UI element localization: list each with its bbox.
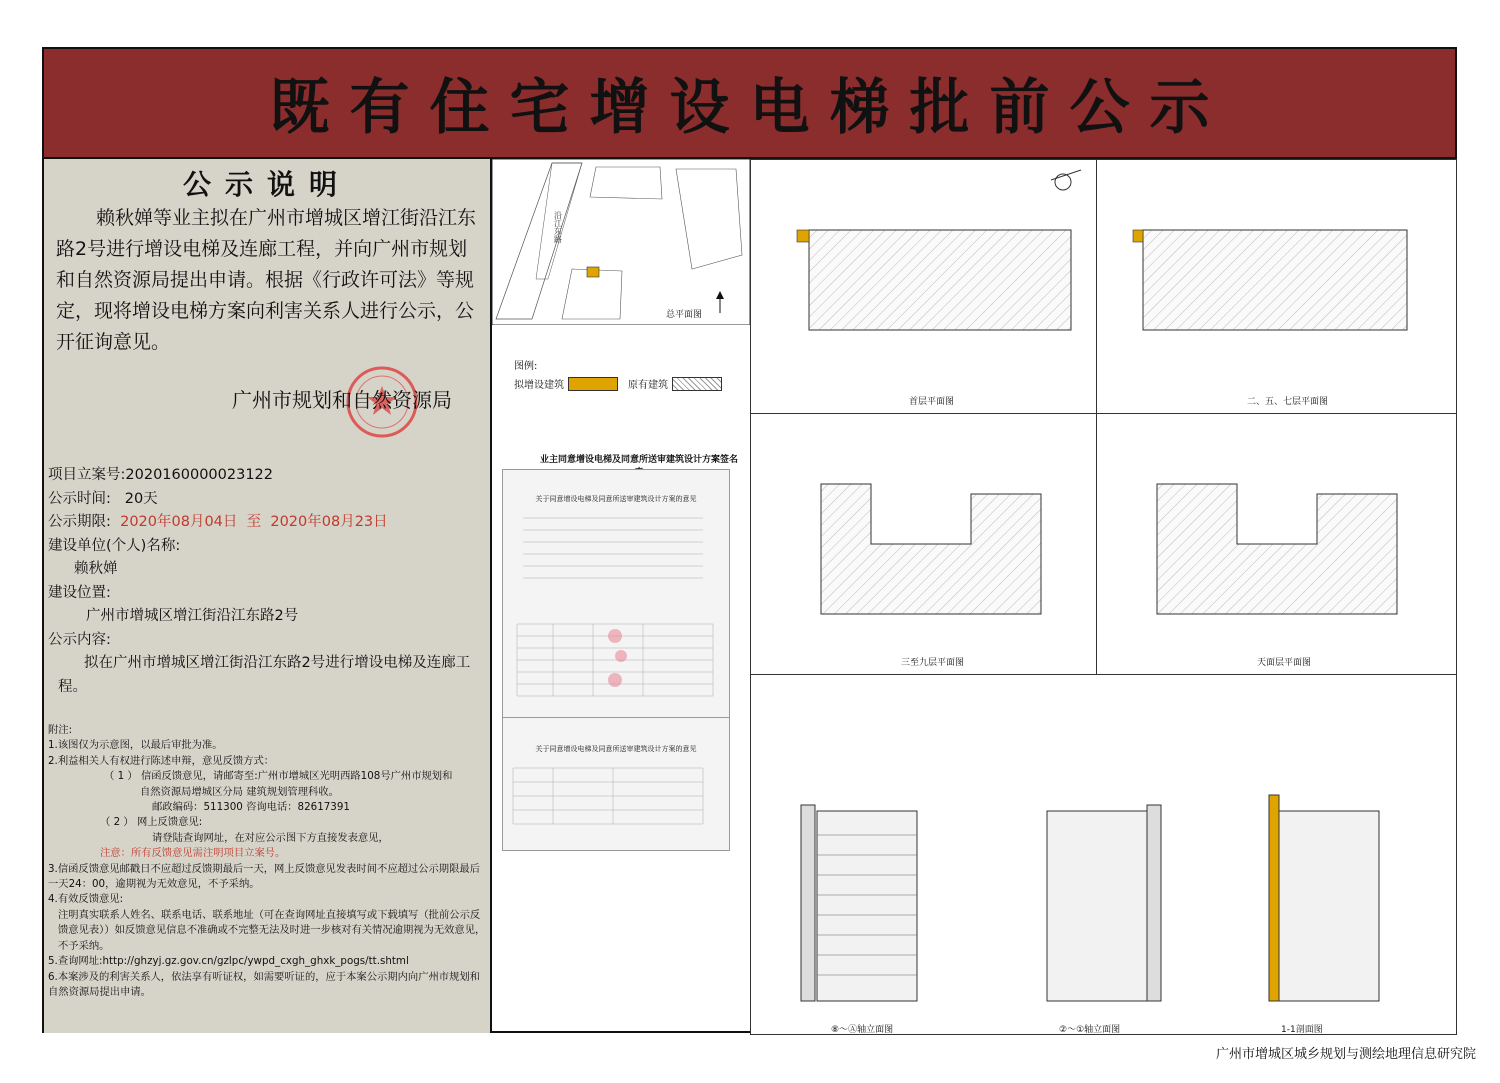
notice-heading: 公示说明: [182, 168, 351, 201]
elevation-1-label: ⑧～Ⓐ轴立面图: [831, 1025, 894, 1035]
range-end: 2020年08月23日: [270, 514, 388, 530]
plan-roof-drawing: [1097, 414, 1456, 644]
section-label: 1-1剖面图: [1281, 1025, 1323, 1035]
unit-value: 赖秋婵: [74, 561, 118, 577]
legend-new-label: 拟增设建筑: [514, 380, 564, 391]
plan-upper-floors: [750, 413, 1098, 676]
project-info: [48, 464, 488, 699]
legend-existing-label: 原有建筑: [628, 380, 668, 391]
note-4a: 注明真实联系人姓名、联系电话、联系地址（可在查询网址直接填写或下载填写（批前公示反馈意见表））如反馈意见信息不准确或不完整无法及时进一步核对有关情况逾期视为无效意见，不予采纳。: [58, 908, 486, 952]
note-2b: （ 2 ） 网上反馈意见:: [100, 816, 203, 829]
issuer-name: 广州市规划和自然资源局: [232, 388, 452, 412]
note-2a-cont: 自然资源局增城区分局 建筑规划管理科收。: [140, 785, 339, 798]
legend-existing-swatch: [672, 377, 722, 391]
title-banner: [44, 49, 1455, 159]
page-title: 既有住宅增设电梯批前公示: [269, 73, 1230, 143]
unit-label: 建设单位(个人)名称:: [48, 537, 181, 554]
site-plan-drawing: [492, 159, 750, 325]
legend: [514, 357, 722, 391]
plan-roof-label: 天面层平面图: [1257, 658, 1312, 668]
note-2a: （ 1 ） 信函反馈意见，请邮寄至:广州市增城区光明西路108号广州市规划和: [104, 770, 453, 783]
note-4: 4.有效反馈意见:: [48, 893, 124, 906]
footer-institute: 广州市增城区城乡规划与测绘地理信息研究院: [1215, 1047, 1476, 1062]
legend-new-swatch: [568, 377, 618, 391]
elevations-drawing: [751, 675, 1456, 1005]
plan-ground-floor: [750, 159, 1098, 415]
plan-typical-floor-label: 二、五、七层平面图: [1247, 397, 1329, 407]
period-value: 20天: [124, 490, 158, 507]
note-2a-contact: 邮政编码：511300 咨询电话：82617391: [152, 801, 350, 814]
range-to: 至: [246, 514, 262, 530]
location-value: 广州市增城区增江街沿江东路2号: [86, 608, 299, 624]
range-start: 2020年08月04日: [120, 514, 238, 530]
elevations-panel: [750, 674, 1457, 1035]
street-name: 沿江东路: [553, 211, 563, 243]
elevation-2-label: ②～①轴立面图: [1059, 1025, 1121, 1035]
note-6: 6.本案涉及的利害关系人，依法享有听证权，如需要听证的，应于本案公示期内向广州市规划和自然资源局提出申请。: [48, 970, 480, 998]
note-3: 3.信函反馈意见邮戳日不应超过反馈期最后一天，网上反馈意见发表时间不应超过公示期限最后一天24：00，逾期视为无效意见，不予采纳。: [48, 862, 480, 891]
signature-sheet-1-title: 关于同意增设电梯及同意所送审建筑设计方案的意见: [535, 495, 697, 503]
note-2c: 注意：所有反馈意见需注明项目立案号。: [100, 847, 286, 860]
period-label: 公示时间:: [48, 490, 111, 507]
plan-ground-floor-drawing: [751, 160, 1097, 390]
site-plan-label: 总平面图: [666, 310, 703, 320]
content-label: 公示内容:: [48, 631, 111, 648]
plan-upper-floors-label: 三至九层平面图: [901, 658, 965, 668]
plan-roof: [1096, 413, 1457, 676]
notice-intro: 赖秋婵等业主拟在广州市增城区增江街沿江东路2号进行增设电梯及连廊工程，并向广州市规划和自然资源局提出申请。根据《行政许可法》等规定，现将增设电梯方案向利害关系人进行公示，公开征询意见。: [56, 207, 477, 353]
note-5: 5.查询网址:http://ghzyj.gz.gov.cn/gzlpc/ywpd_cxgh_ghxk_pogs/tt.shtml: [48, 955, 409, 968]
plan-typical-floor: [1096, 159, 1457, 415]
plan-upper-floors-drawing: [751, 414, 1097, 644]
range-label: 公示期限:: [48, 514, 111, 530]
note-2b-cont: 请登陆查询网址，在对应公示图下方直接发表意见，: [152, 831, 389, 844]
legend-heading: 图例:: [514, 361, 538, 372]
signature-table-title: 业主同意增设电梯及同意所送审建筑设计方案签名: [539, 455, 738, 465]
note-1: 1.该图仅为示意图，以最后审批为准。: [48, 739, 223, 752]
project-no-label: 项目立案号:: [48, 467, 126, 483]
notice-board: [42, 47, 1457, 1033]
project-no: 2020160000023122: [125, 467, 273, 483]
plan-typical-floor-drawing: [1097, 160, 1456, 390]
signature-sheet-2-title: 关于同意增设电梯及同意所送审建筑设计方案的意见: [535, 745, 697, 753]
signature-table-2: [503, 754, 729, 834]
content-value: 拟在广州市增城区增江街沿江东路2号进行增设电梯及连廊工程。: [58, 655, 471, 695]
note-2: 2.利益相关人有权进行陈述申辩，意见反馈方式：: [48, 754, 275, 767]
signature-sheet-2: [502, 717, 730, 851]
notice-panel: [44, 159, 492, 1033]
notes: [48, 723, 488, 1000]
signature-table-1: [503, 504, 729, 704]
signature-sheet-1: [502, 469, 730, 719]
location-label: 建设位置:: [48, 584, 111, 601]
notes-heading: 附注:: [48, 724, 73, 736]
plan-ground-floor-label: 首层平面图: [909, 397, 955, 407]
